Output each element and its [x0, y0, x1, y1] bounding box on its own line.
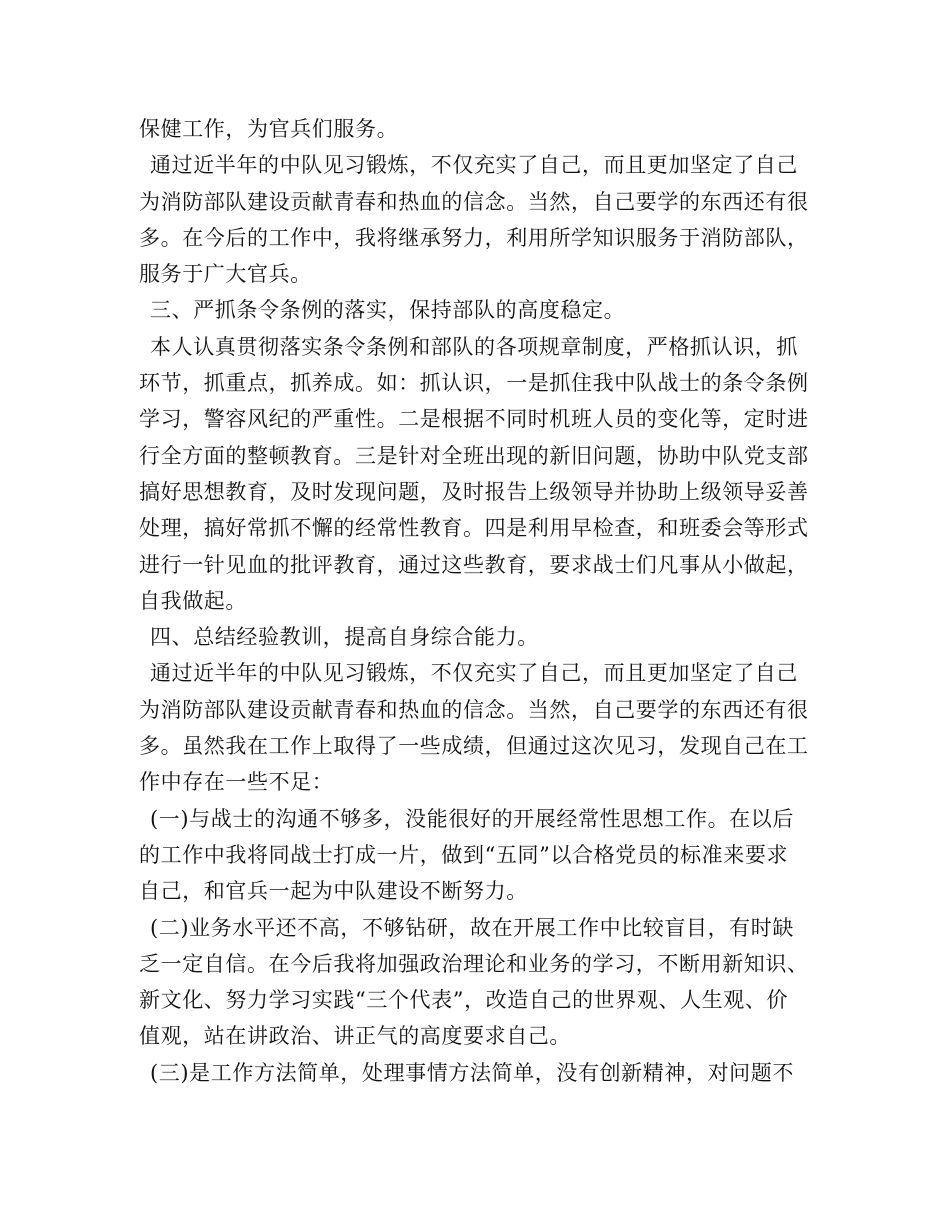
text-line: 作中存在一些不足：: [139, 770, 334, 795]
text-line: 环节，抓重点，抓养成。如：抓认识，一是抓住我中队战士的条令条例: [139, 371, 809, 396]
text-line: 进行一针见血的批评教育，通过这些教育，要求战士们凡事从小做起，: [139, 552, 809, 577]
list-item: (一)与战士的沟通不够多，没能很好的开展经常性思想工作。在以后: [150, 806, 794, 831]
text-line: 多。在今后的工作中，我将继承努力，利用所学知识服务于消防部队，: [139, 225, 809, 250]
list-item: (二)业务水平还不高，不够钻研，故在开展工作中比较盲目，有时缺: [150, 915, 794, 940]
text-line: 通过近半年的中队见习锻炼，不仅充实了自己，而且更加坚定了自己: [150, 661, 798, 686]
text-line: 自己，和官兵一起为中队建设不断努力。: [139, 879, 528, 904]
text-line: 保健工作，为官兵们服务。: [139, 117, 399, 141]
text-line: 为消防部队建设贡献青春和热血的信念。当然，自己要学的东西还有很: [139, 189, 809, 214]
text-line: 自我做起。: [139, 588, 247, 613]
section-heading: 三、严抓条令条例的落实，保持部队的高度稳定。: [150, 298, 626, 323]
text-line: 通过近半年的中队见习锻炼，不仅充实了自己，而且更加坚定了自己: [150, 153, 798, 178]
text-line: 本人认真贯彻落实条令条例和部队的各项规章制度，严格抓认识，抓: [150, 334, 798, 359]
document-body: [139, 111, 819, 1091]
text-line: 处理，搞好常抓不懈的经常性教育。四是利用早检查，和班委会等形式: [139, 516, 809, 541]
text-line: 多。虽然我在工作上取得了一些成绩，但通过这次见习，发现自己在工: [139, 734, 809, 759]
text-line: 学习，警容风纪的严重性。二是根据不同时机班人员的变化等，定时进: [139, 407, 809, 432]
text-line: 搞好思想教育，及时发现问题，及时报告上级领导并协助上级领导妥善: [139, 479, 809, 504]
text-line: 值观，站在讲政治、讲正气的高度要求自己。: [139, 1024, 571, 1049]
text-line: 行全方面的整顿教育。三是针对全班出现的新旧问题，协助中队党支部: [139, 443, 809, 468]
text-line: 乏一定自信。在今后我将加强政治理论和业务的学习，不断用新知识、: [139, 951, 809, 976]
text-line: 新文化、努力学习实践“三个代表”，改造自己的世界观、人生观、价: [139, 988, 789, 1013]
text-line: 的工作中我将同战士打成一片，做到“五同”以合格党员的标准来要求: [139, 842, 789, 867]
text-line: 为消防部队建设贡献青春和热血的信念。当然，自己要学的东西还有很: [139, 697, 809, 722]
text-line: 服务于广大官兵。: [139, 262, 312, 287]
section-heading: 四、总结经验教训，提高自身综合能力。: [150, 625, 539, 650]
list-item: (三)是工作方法简单，处理事情方法简单，没有创新精神，对问题不: [150, 1060, 794, 1085]
